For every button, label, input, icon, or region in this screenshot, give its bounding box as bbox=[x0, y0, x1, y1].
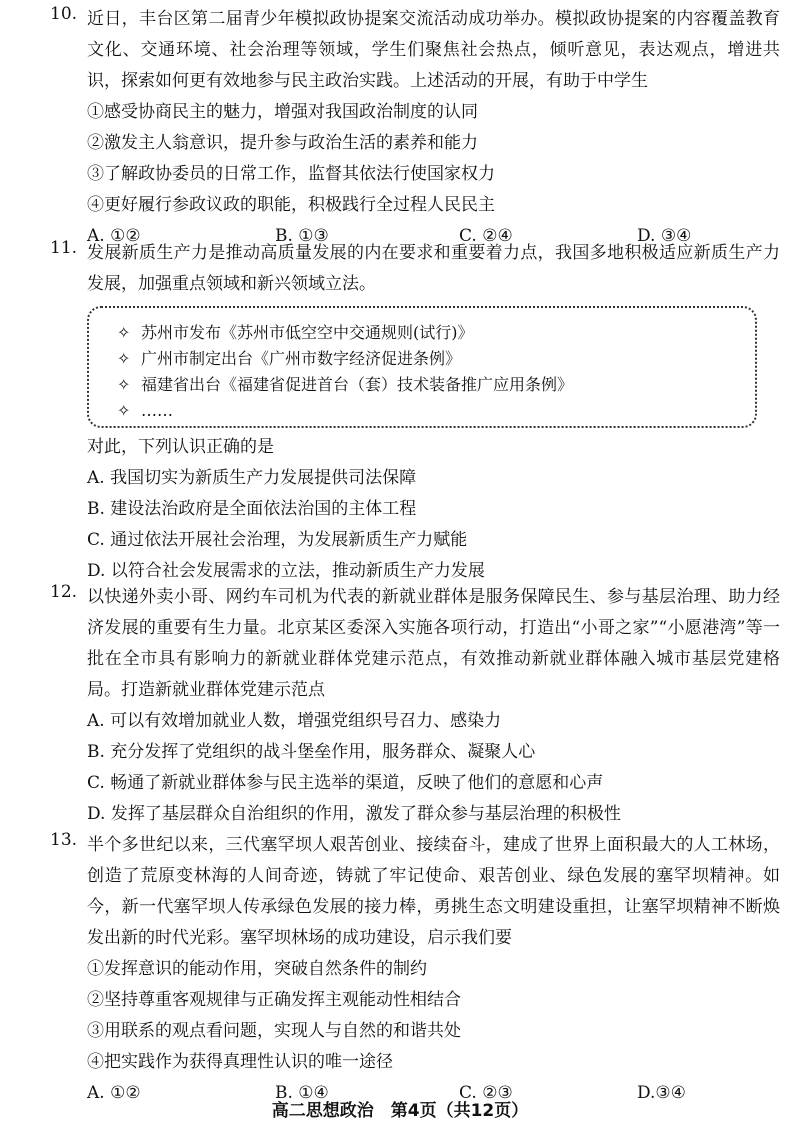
option-c: C. 通过依法开展社会治理，为发展新质生产力赋能 bbox=[87, 530, 468, 550]
material-item: ✧ 福建省出台《福建省促进首台（套）技术装备推广应用条例》 bbox=[117, 372, 755, 398]
statement-item: ③用联系的观点看问题，实现人与自然的和谐共处 bbox=[87, 1021, 461, 1041]
statement-item: ①感受协商民主的魅力，增强对我国政治制度的认同 bbox=[87, 102, 478, 122]
question-stem: 发展新质生产力是推动高质量发展的内在要求和重要着力点，我国多地积极适应新质生产力发展，加强重点领域和新兴领域立法。 bbox=[87, 243, 780, 294]
option-d: D.③④ bbox=[637, 1083, 686, 1103]
option-d: D. ③④ bbox=[637, 226, 692, 246]
option-c: C. 畅通了新就业群体参与民主选举的渠道，反映了他们的意愿和心声 bbox=[87, 773, 604, 793]
question-13 bbox=[50, 830, 780, 1109]
option-d: D. 以符合社会发展需求的立法，推动新质生产力发展 bbox=[87, 561, 485, 581]
material-box bbox=[87, 306, 757, 428]
question-number: 11. bbox=[50, 238, 78, 258]
question-prompt: 对此，下列认识正确的是 bbox=[87, 437, 274, 457]
page-footer: 高二思想政治 第4页（共12页） bbox=[271, 1101, 529, 1121]
question-number: 10. bbox=[50, 4, 78, 24]
material-item: ✧ 广州市制定出台《广州市数字经济促进条例》 bbox=[117, 346, 755, 372]
question-stem: 近日，丰台区第二届青少年模拟政协提案交流活动成功举办。模拟政协提案的内容覆盖教育文化、交通环境、社会治理等领域，学生们聚焦社会热点，倾听意见，表达观点，增进共识，探索如何更有效地参与民主政治实践。上述活动的开展，有助于中学生 bbox=[87, 9, 780, 91]
question-11 bbox=[50, 238, 780, 587]
option-a: A. 可以有效增加就业人数，增强党组织号召力、感染力 bbox=[87, 711, 502, 731]
option-c: C. ②③ bbox=[459, 1083, 513, 1103]
option-c: C. ②④ bbox=[459, 226, 513, 246]
question-stem: 以快递外卖小哥、网约车司机为代表的新就业群体是服务保障民生、参与基层治理、助力经济发展的重要有生力量。北京某区委深入实施各项行动，打造出“小哥之家”“小愿港湾”等一批在全市具有影响力的新就业群体党建示范点，有效推动新就业群体融入城市基层党建格局。打造新就业群体党建示范点 bbox=[87, 587, 780, 700]
statement-item: ②激发主人翁意识，提升参与政治生活的素养和能力 bbox=[87, 133, 478, 153]
material-item: ✧ …… bbox=[117, 398, 755, 424]
statement-item: ①发挥意识的能动作用，突破自然条件的制约 bbox=[87, 959, 427, 979]
option-a: A. 我国切实为新质生产力发展提供司法保障 bbox=[87, 468, 417, 488]
statement-item: ④更好履行参政议政的职能，积极践行全过程人民民主 bbox=[87, 195, 495, 215]
question-stem: 半个多世纪以来，三代塞罕坝人艰苦创业、接续奋斗，建成了世界上面积最大的人工林场，创造了荒原变林海的人间奇迹，铸就了牢记使命、艰苦创业、绿色发展的塞罕坝精神。如今，新一代塞罕坝人传承绿色发展的接力棒，勇挑生态文明建设重担，让塞罕坝精神不断焕发出新的时代光彩。塞罕坝林场的成功建设，启示我们要 bbox=[87, 835, 780, 948]
option-b: B. ①④ bbox=[275, 1083, 329, 1103]
question-number: 13. bbox=[50, 830, 78, 850]
question-12 bbox=[50, 582, 780, 830]
option-b: B. 建设法治政府是全面依法治国的主体工程 bbox=[87, 499, 417, 519]
statement-item: ④把实践作为获得真理性认识的唯一途径 bbox=[87, 1052, 393, 1072]
diamond-bullet-icon: ✧ bbox=[117, 323, 131, 342]
option-a: A. ①② bbox=[87, 226, 141, 246]
option-b: B. 充分发挥了党组织的战斗堡垒作用，服务群众、凝聚人心 bbox=[87, 742, 536, 762]
diamond-bullet-icon: ✧ bbox=[117, 349, 131, 368]
diamond-bullet-icon: ✧ bbox=[117, 401, 131, 420]
option-a: A. ①② bbox=[87, 1083, 141, 1103]
question-10 bbox=[50, 4, 780, 252]
option-b: B. ①③ bbox=[275, 226, 329, 246]
statement-item: ②坚持尊重客观规律与正确发挥主观能动性相结合 bbox=[87, 990, 461, 1010]
material-item: ✧ 苏州市发布《苏州市低空空中交通规则(试行)》 bbox=[117, 320, 755, 346]
question-number: 12. bbox=[50, 582, 78, 602]
option-d: D. 发挥了基层群众自治组织的作用，激发了群众参与基层治理的积极性 bbox=[87, 804, 621, 824]
statement-item: ③了解政协委员的日常工作，监督其依法行使国家权力 bbox=[87, 164, 495, 184]
diamond-bullet-icon: ✧ bbox=[117, 375, 131, 394]
